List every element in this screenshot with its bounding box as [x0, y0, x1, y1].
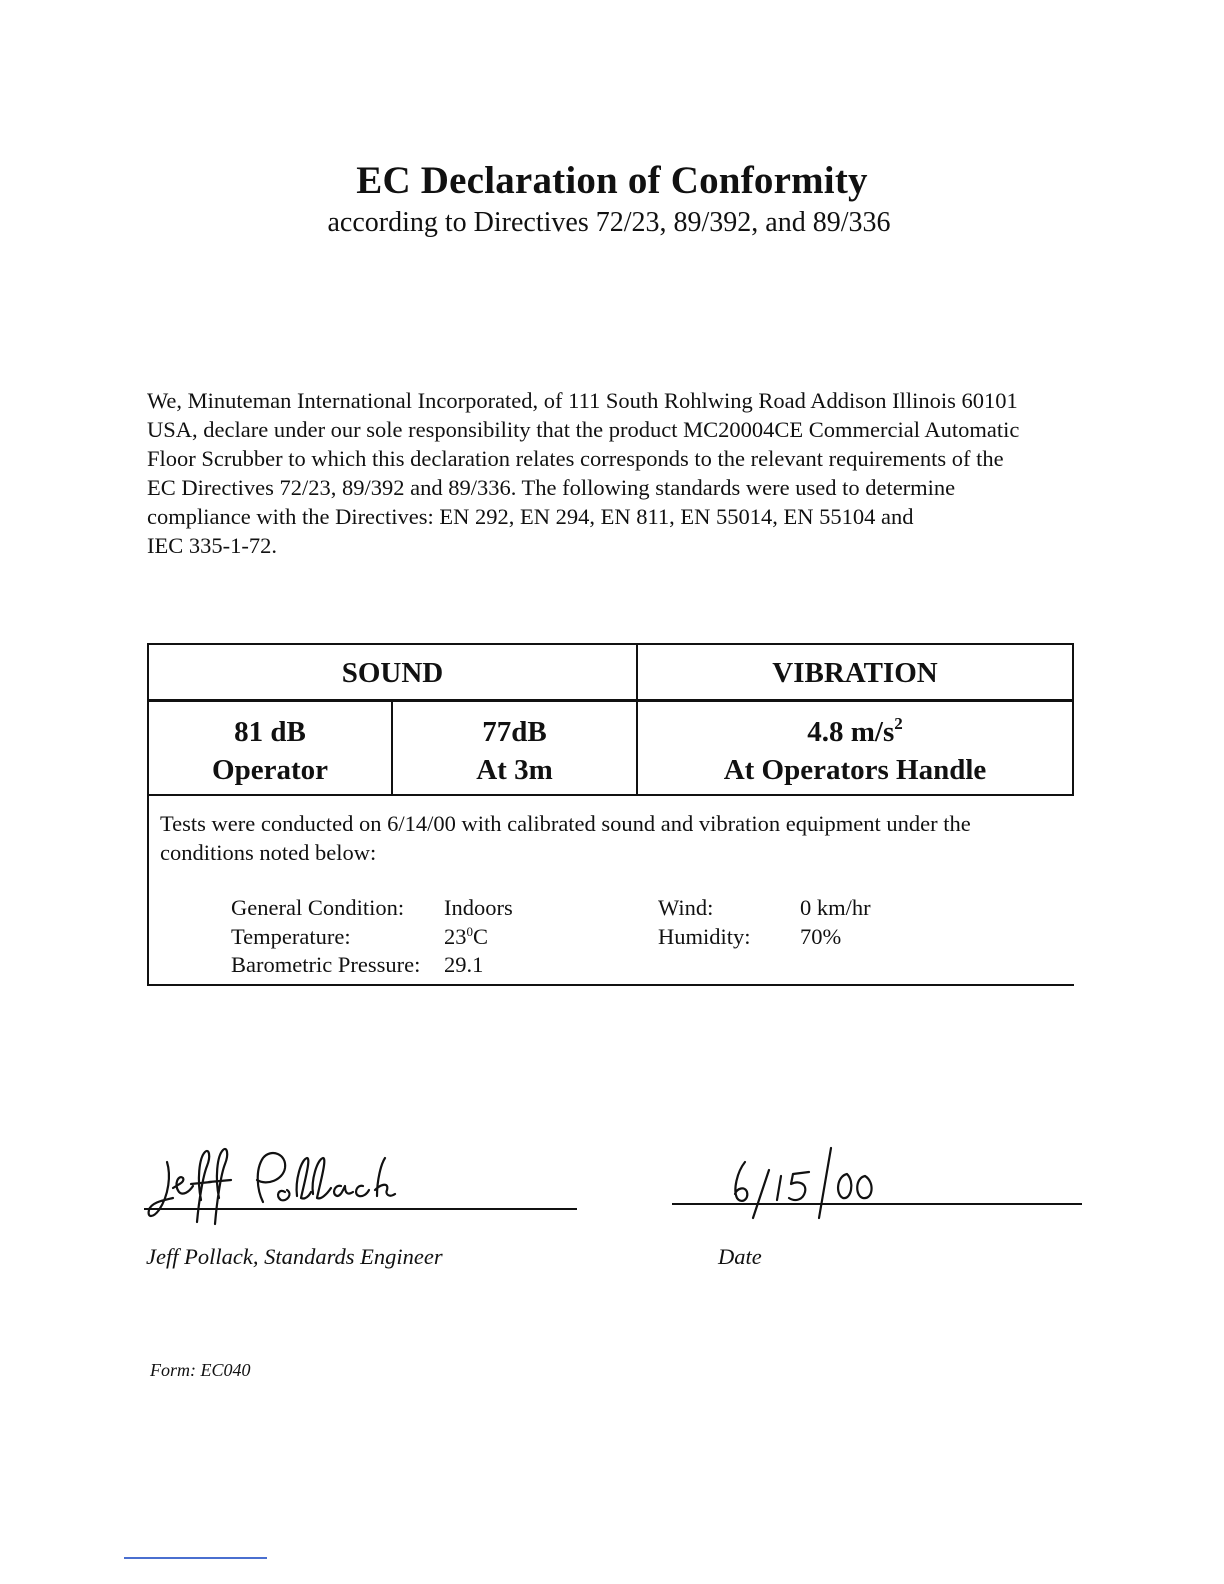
vibration-exponent: 2: [894, 714, 903, 733]
sound-operator-label: Operator: [212, 754, 328, 786]
temperature-degree: 0: [466, 924, 473, 939]
document-title: EC Declaration of Conformity: [356, 159, 868, 202]
general-condition-value: Indoors: [444, 895, 513, 920]
declaration-line: IEC 335-1-72.: [147, 533, 277, 558]
humidity-value: 70%: [800, 924, 842, 949]
sound-operator-value: 81 dB: [234, 716, 306, 748]
sound-3m-value: 77dB: [482, 716, 547, 748]
test-conditions-note: Tests were conducted on 6/14/00 with calibrated sound and vibration equipment under the conditions noted below:: [160, 811, 971, 865]
date-caption: Date: [718, 1244, 762, 1269]
table-border-top: [147, 643, 1074, 645]
declaration-line: compliance with the Directives: EN 292, EN 294, EN 811, EN 55014, EN 55104 and: [147, 504, 914, 529]
sound-3m-label: At 3m: [476, 754, 553, 786]
temperature-label: Temperature:: [231, 924, 351, 949]
temperature-value: [444, 924, 488, 950]
declaration-line: EC Directives 72/23, 89/392 and 89/336. The following standards were used to determine: [147, 475, 956, 500]
date-line: [672, 1203, 1082, 1205]
table-divider-header: [147, 699, 1074, 702]
vibration-label: At Operators Handle: [723, 754, 987, 786]
handwritten-signature: [145, 1140, 405, 1230]
document-subtitle: according to Directives 72/23, 89/392, and 89/336: [327, 207, 891, 238]
vibration-value-line: [638, 713, 1072, 751]
handwritten-date: [725, 1142, 895, 1222]
sound-3m-cell: [393, 713, 636, 789]
vibration-value: 4.8 m/s: [807, 716, 895, 748]
table-divider-values: [147, 794, 1074, 796]
vibration-header: VIBRATION: [772, 657, 938, 689]
wind-label: Wind:: [658, 895, 714, 920]
general-condition-label: General Condition:: [231, 895, 405, 920]
wind-value: 0 km/hr: [800, 895, 871, 920]
page-edge-mark: [124, 1557, 267, 1559]
declaration-line: USA, declare under our sole responsibility that the product MC20004CE Commercial Automatic: [147, 417, 1020, 442]
pressure-label: Barometric Pressure:: [231, 952, 421, 977]
temperature-unit: C: [473, 924, 489, 949]
humidity-label: Humidity:: [658, 924, 751, 949]
declaration-paragraph: [147, 386, 1077, 560]
table-border-bottom: [147, 984, 1074, 986]
signature-line: [144, 1208, 577, 1210]
table-border-right: [1072, 643, 1074, 796]
pressure-value: 29.1: [444, 952, 484, 977]
temperature-number: 23: [444, 924, 467, 949]
sound-operator-cell: [149, 713, 391, 789]
table-border-left: [147, 643, 149, 986]
declaration-line: Floor Scrubber to which this declaration relates corresponds to the relevant requirements of the: [147, 446, 1004, 471]
vibration-cell: [638, 713, 1072, 789]
form-id: Form: EC040: [150, 1360, 251, 1380]
sound-header: SOUND: [341, 657, 444, 689]
declaration-line: We, Minuteman International Incorporated, of 111 South Rohlwing Road Addison Illinois 60101: [147, 388, 1018, 413]
signer-caption: Jeff Pollack, Standards Engineer: [146, 1244, 443, 1269]
